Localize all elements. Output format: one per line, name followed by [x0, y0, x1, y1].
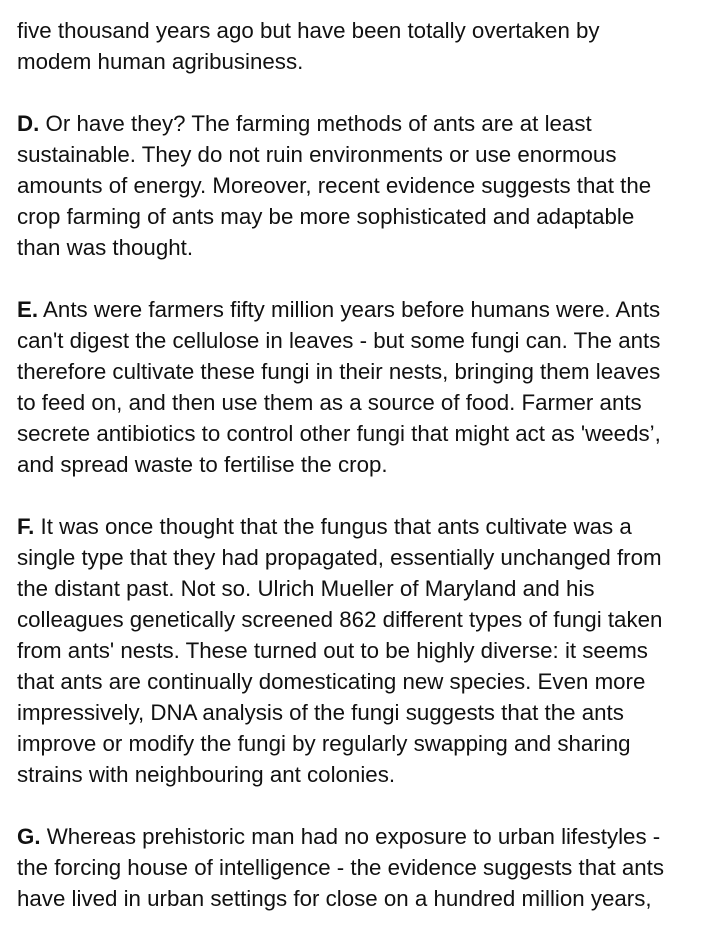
- paragraph-letter: D.: [17, 111, 40, 136]
- paragraph-text: Whereas prehistoric man had no exposure to urban lifestyles - the forcing house of intelligence - the evidence suggests that ants have lived in urban settings for close on a hundred million years,: [17, 824, 665, 911]
- paragraph-g: [17, 821, 717, 914]
- paragraph-text: It was once thought that the fungus that ants cultivate was a single type that they had propagated, essentially unchanged from the distant past. Not so. Ulrich Mueller of Maryland and his colleagues genetically screened 862 different types of fungi taken from ants' nests. These turned out to be highly diverse: it seems that ants are continually domesticating new species. Even more impressively, DNA analysis of the fungi suggests that the ants improve or modify the fungi by regularly swapping and sharing strains with neighbouring ant colonies.: [17, 514, 663, 787]
- paragraph-letter: E.: [17, 297, 39, 322]
- paragraph-d: [17, 108, 717, 263]
- paragraph-text: Or have they? The farming methods of ants are at least sustainable. They do not ruin environments or use enormous amounts of energy. Moreover, recent evidence suggests that the crop farming of ants may be more sophisticated and adaptable than was thought.: [17, 111, 652, 260]
- paragraph-text: five thousand years ago but have been totally overtaken by modem human agribusiness.: [17, 18, 600, 74]
- article-body: [17, 15, 717, 914]
- paragraph-letter: G.: [17, 824, 41, 849]
- paragraph-continuation: [17, 15, 717, 77]
- paragraph-letter: F.: [17, 514, 35, 539]
- paragraph-e: [17, 294, 717, 480]
- paragraph-f: [17, 511, 717, 790]
- paragraph-text: Ants were farmers fifty million years before humans were. Ants can't digest the cellulose in leaves - but some fungi can. The ants therefore cultivate these fungi in their nests, bringing them leaves to feed on, and then use them as a source of food. Farmer ants secrete antibiotics to control other fungi that might act as 'weeds’, and spread waste to fertilise the crop.: [17, 297, 661, 477]
